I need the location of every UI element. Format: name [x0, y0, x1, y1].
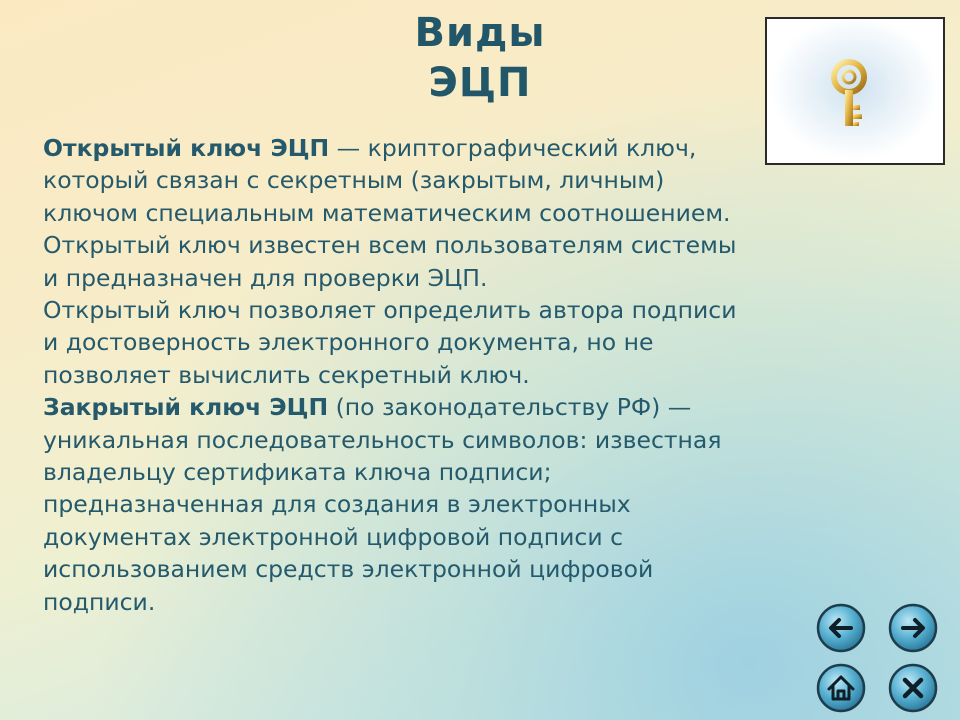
- arrow-left-icon: [816, 603, 866, 653]
- public-key-definition: — криптографический ключ, который связан с секретным (закрытым, личным) ключом специальным математическим соотношением. Открытый ключ известен всем пользователям системы и предназначен для проверки ЭЦП.: [43, 134, 737, 292]
- public-key-term: Открытый ключ ЭЦП: [43, 134, 330, 162]
- slide-body: [43, 132, 743, 618]
- private-key-term: Закрытый ключ ЭЦП: [43, 393, 329, 422]
- public-key-usage: Открытый ключ позволяет определить автора подписи и достоверность электронного документа, но не позволяет вычислить секретный ключ.: [43, 296, 737, 389]
- key-picture-frame: [765, 17, 945, 165]
- next-slide-button[interactable]: [888, 603, 938, 653]
- close-button[interactable]: [888, 663, 938, 713]
- home-icon: [816, 663, 866, 713]
- prev-slide-button[interactable]: [816, 603, 866, 653]
- private-key-definition: (по законодательству РФ) — уникальная последовательность символов: известная владельцу сертификата ключа подписи; предназначенная для создания в электронных документах электронной цифровой подписи с использованием средств электронной цифровой подписи.: [43, 393, 722, 616]
- golden-key-icon: [825, 57, 885, 149]
- private-key-paragraph: [43, 391, 743, 618]
- slide-title-line1: Виды: [414, 10, 546, 56]
- home-button[interactable]: [816, 663, 866, 713]
- slide-title-line2: ЭЦП: [428, 60, 532, 106]
- arrow-right-icon: [888, 603, 938, 653]
- close-icon: [888, 663, 938, 713]
- slide-title: [380, 8, 580, 108]
- public-key-paragraph: [43, 132, 743, 294]
